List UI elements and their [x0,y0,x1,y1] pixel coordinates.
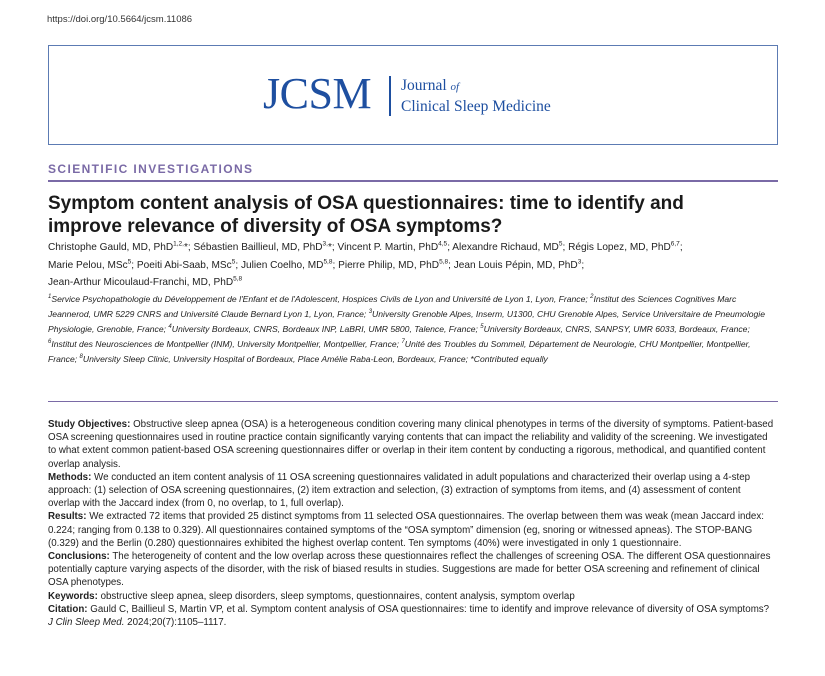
abstract-methods: Methods: We conducted an item content analysis of 11 OSA screening questionnaires validated in adult populations and characterized their overlap using a 4-step approach: (1) selection of OSA screening questionnaires, (2) item extraction and selection, (3) extraction of symptoms from items, and (4) assessment of content overlap with the Jaccard index (from 0, no overlap, to 1, full overlap). [48,471,751,510]
author: Vincent P. Martin, PhD$^{4,5}$; [337,241,453,254]
journal-name-line1: Journal [401,77,447,94]
author: Marie Pelou, MSc$^5$; [48,258,137,271]
author: Pierre Philip, MD, PhD$^{5,8}$; [338,258,454,271]
doi-link[interactable]: https://doi.org/10.5664/jcsm.11086 [47,14,193,25]
abstract-citation: Citation: Gauld C, Baillieul S, Martin VP, et al. Symptom content analysis of OSA questionnaires: time to identify and improve relevance of diversity of OSA symptoms? J Clin Sleep Med. 2024;20(7):1105–1117. [48,603,770,629]
journal-logo: JCSM [263,69,372,118]
section-divider [48,180,778,182]
author: Julien Coelho, MD$^{5,8}$; [240,258,339,271]
article-title [48,192,778,238]
author: Régis Lopez, MD, PhD$^{6,7}$; [568,241,683,254]
author: Alexandre Richaud, $MD^5$; [452,241,569,254]
journal-masthead [48,45,778,145]
journal-name-line2: Clinical Sleep Medicine [401,98,551,115]
affiliations: $^1$Service Psychopathologie du Développement de l'Enfant et de l'Adolescent, Hospices Civils de Lyon and Université de Lyon 1, Lyon, France; $^2$Institut des Sciences Cognitives Marc Jeannerod, UMR 5229 CNRS and Université Claude Bernard Lyon 1, Lyon, France; $^3$University Grenoble Alpes, Inserm, U1300, CHU Grenoble Alpes, Service Universitaire de Pneumologie Physiologie, Grenoble, France; $^4$University Bordeaux, CNRS, Bordeaux INP, LaBRI, UMR 5800, Talence, France; $^5$University Bordeaux, CNRS, SANPSY, UMR 6033, Bordeaux, France; $^6$Institut des Neurosciences de Montpellier (INM), University Montpellier, Montpellier, France; $^7$Unité des Troubles du Sommeil, Département de Neurologie, CHU Montpellier, Montpellier, France; $^8$University Sleep Clinic, University Hospital of Bordeaux, Place Amélie Raba-Leon, Bordeaux, France; *Contributed equally [48,293,765,364]
author: Jean-Arthur Micoulaud-Franchi, MD, PhD$^{5,8}$ [48,275,243,289]
author: Jean Louis Pépin, MD, PhD$^3$; [453,258,585,271]
abstract-results: Results: We extracted 72 items that provided 25 distinct symptoms from 11 selected OSA questionnaires. The overlap between them was weak (mean Jaccard index: 0.224; ranging from 0.138 to 0.329). All questionnaires contained symptoms of the “OSA symptom” dimension (eg, snoring or witnessed apneas). The STOP-BANG (0.329) and the Berlin (0.280) questionnaires exhibited the highest overlap content. Ten symptoms (40%) were investigated in only 1 questionnaire. [48,511,764,549]
journal-name-of: of [450,81,460,93]
author-list [48,238,773,290]
abstract-conclusions: Conclusions: The heterogeneity of content and the low overlap across these questionnaires reflect the challenges of screening OSA. The different OSA questionnaires potentially capture varying aspects of the disorder, with the risk of biased results in studies. Suggestions are made for better OSA screening and refinement of clinical OSA phenotypes. [48,551,771,589]
author: Christophe Gauld, MD, PhD$^{1,2,}$*; [48,241,194,254]
logo-divider [389,76,391,116]
title-line-2: improve relevance of diversity of OSA symptoms? [48,216,503,237]
abstract [48,418,775,629]
abstract-keywords: Keywords: obstructive sleep apnea, sleep disorders, sleep symptoms, questionnaires, content analysis, symptom overlap [48,590,575,602]
author: Poeiti Abi-Saab, MSc$^5$; [136,258,241,271]
section-label: SCIENTIFIC INVESTIGATIONS [48,162,254,176]
abstract-objectives: Study Objectives: Obstructive sleep apnea (OSA) is a heterogeneous condition covering many clinical phenotypes in terms of the diversity of symptoms. Patient-based OSA screening questionnaires used in routine practice contain significantly varying contents that can impact the reliability and validity of the screening. We investigated to what extent common patient-based OSA screening questionnaires differ or overlap in their item content by conducting a rigorous, methodical, and quantified content overlap analysis. [48,419,774,470]
journal-name [401,76,551,116]
author: Sébastien Baillieul, MD, PhD$^{3,}$*; [193,241,338,254]
abstract-divider [48,401,778,402]
title-line-1: Symptom content analysis of OSA questionnaires: time to identify and [48,193,684,214]
